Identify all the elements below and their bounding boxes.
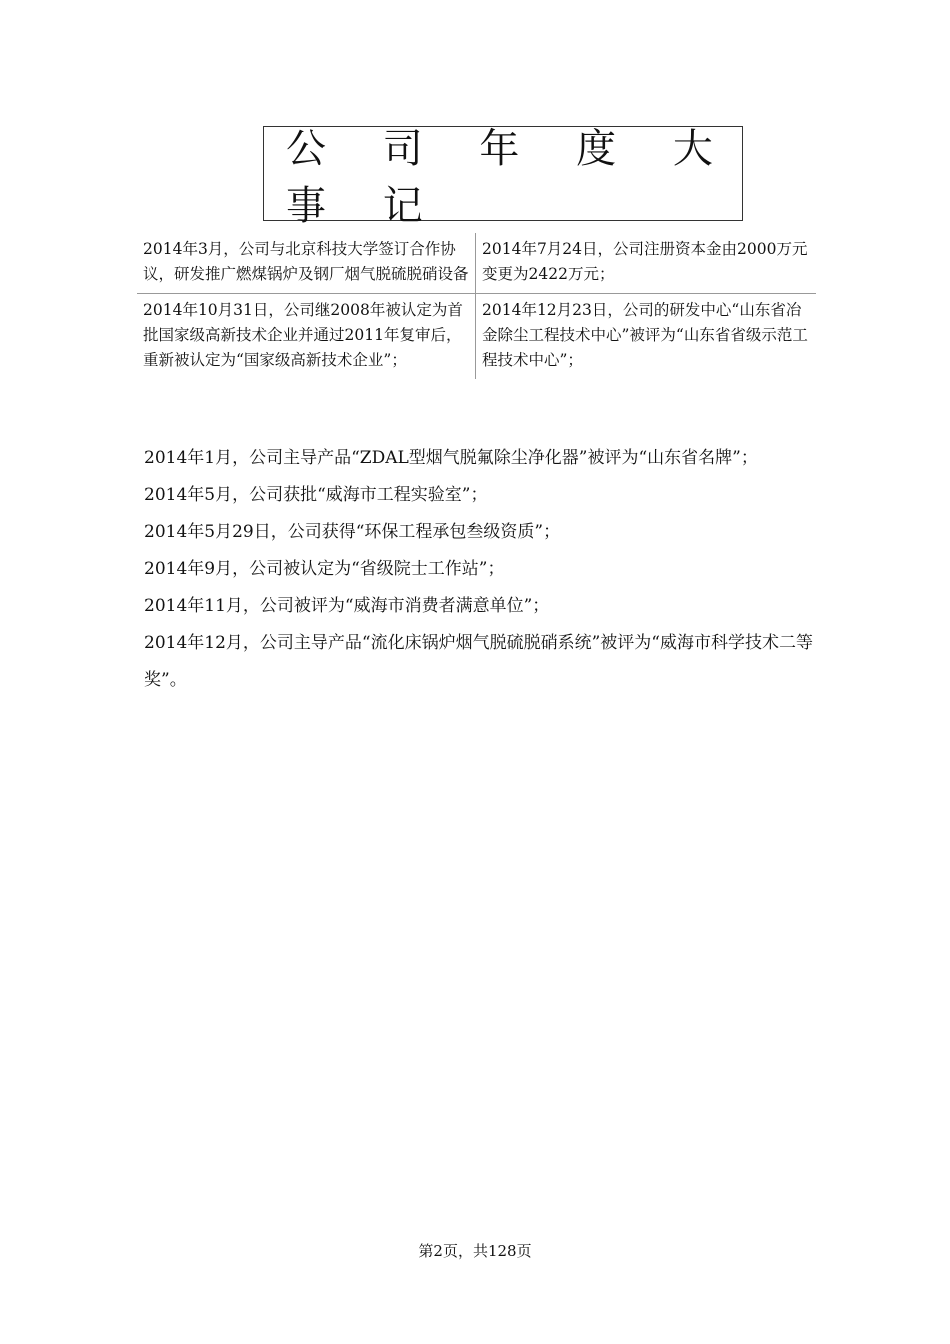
table-cell: 2014年10月31日，公司继2008年被认定为首批国家级高新技术企业并通过2011年复审后，重新被认定为“国家级高新技术企业”；	[137, 294, 476, 380]
table-row	[137, 233, 816, 294]
events-list	[144, 440, 814, 699]
page-title: 公 司 年 度 大 事 记	[286, 125, 735, 229]
table-row	[137, 294, 816, 380]
list-item: 2014年5月，公司获批“威海市工程实验室”；	[144, 485, 488, 505]
page-footer: 第2页，共128页	[418, 1242, 532, 1260]
list-item: 2014年1月，公司主导产品“ZDAL型烟气脱氟除尘净化器”被评为“山东省名牌”；	[144, 448, 758, 468]
events-table	[137, 233, 816, 379]
table-cell: 2014年3月，公司与北京科技大学签订合作协议，研发推广燃煤锅炉及钢厂烟气脱硫脱硝设备	[137, 233, 476, 294]
table-cell: 2014年12月23日，公司的研发中心“山东省冶金除尘工程技术中心”被评为“山东省省级示范工程技术中心”；	[482, 301, 808, 369]
list-item: 2014年9月，公司被认定为“省级院士工作站”；	[144, 559, 505, 579]
list-item: 2014年12月，公司主导产品“流化床锅炉烟气脱硫脱硝系统”被评为“威海市科学技术二等奖”。	[144, 633, 813, 690]
title-box	[263, 125, 743, 229]
list-item: 2014年5月29日，公司获得“环保工程承包叁级资质”；	[144, 522, 561, 542]
table-cell: 2014年7月24日，公司注册资本金由2000万元变更为2422万元；	[476, 233, 817, 294]
list-item: 2014年11月，公司被评为“威海市消费者满意单位”；	[144, 596, 550, 616]
